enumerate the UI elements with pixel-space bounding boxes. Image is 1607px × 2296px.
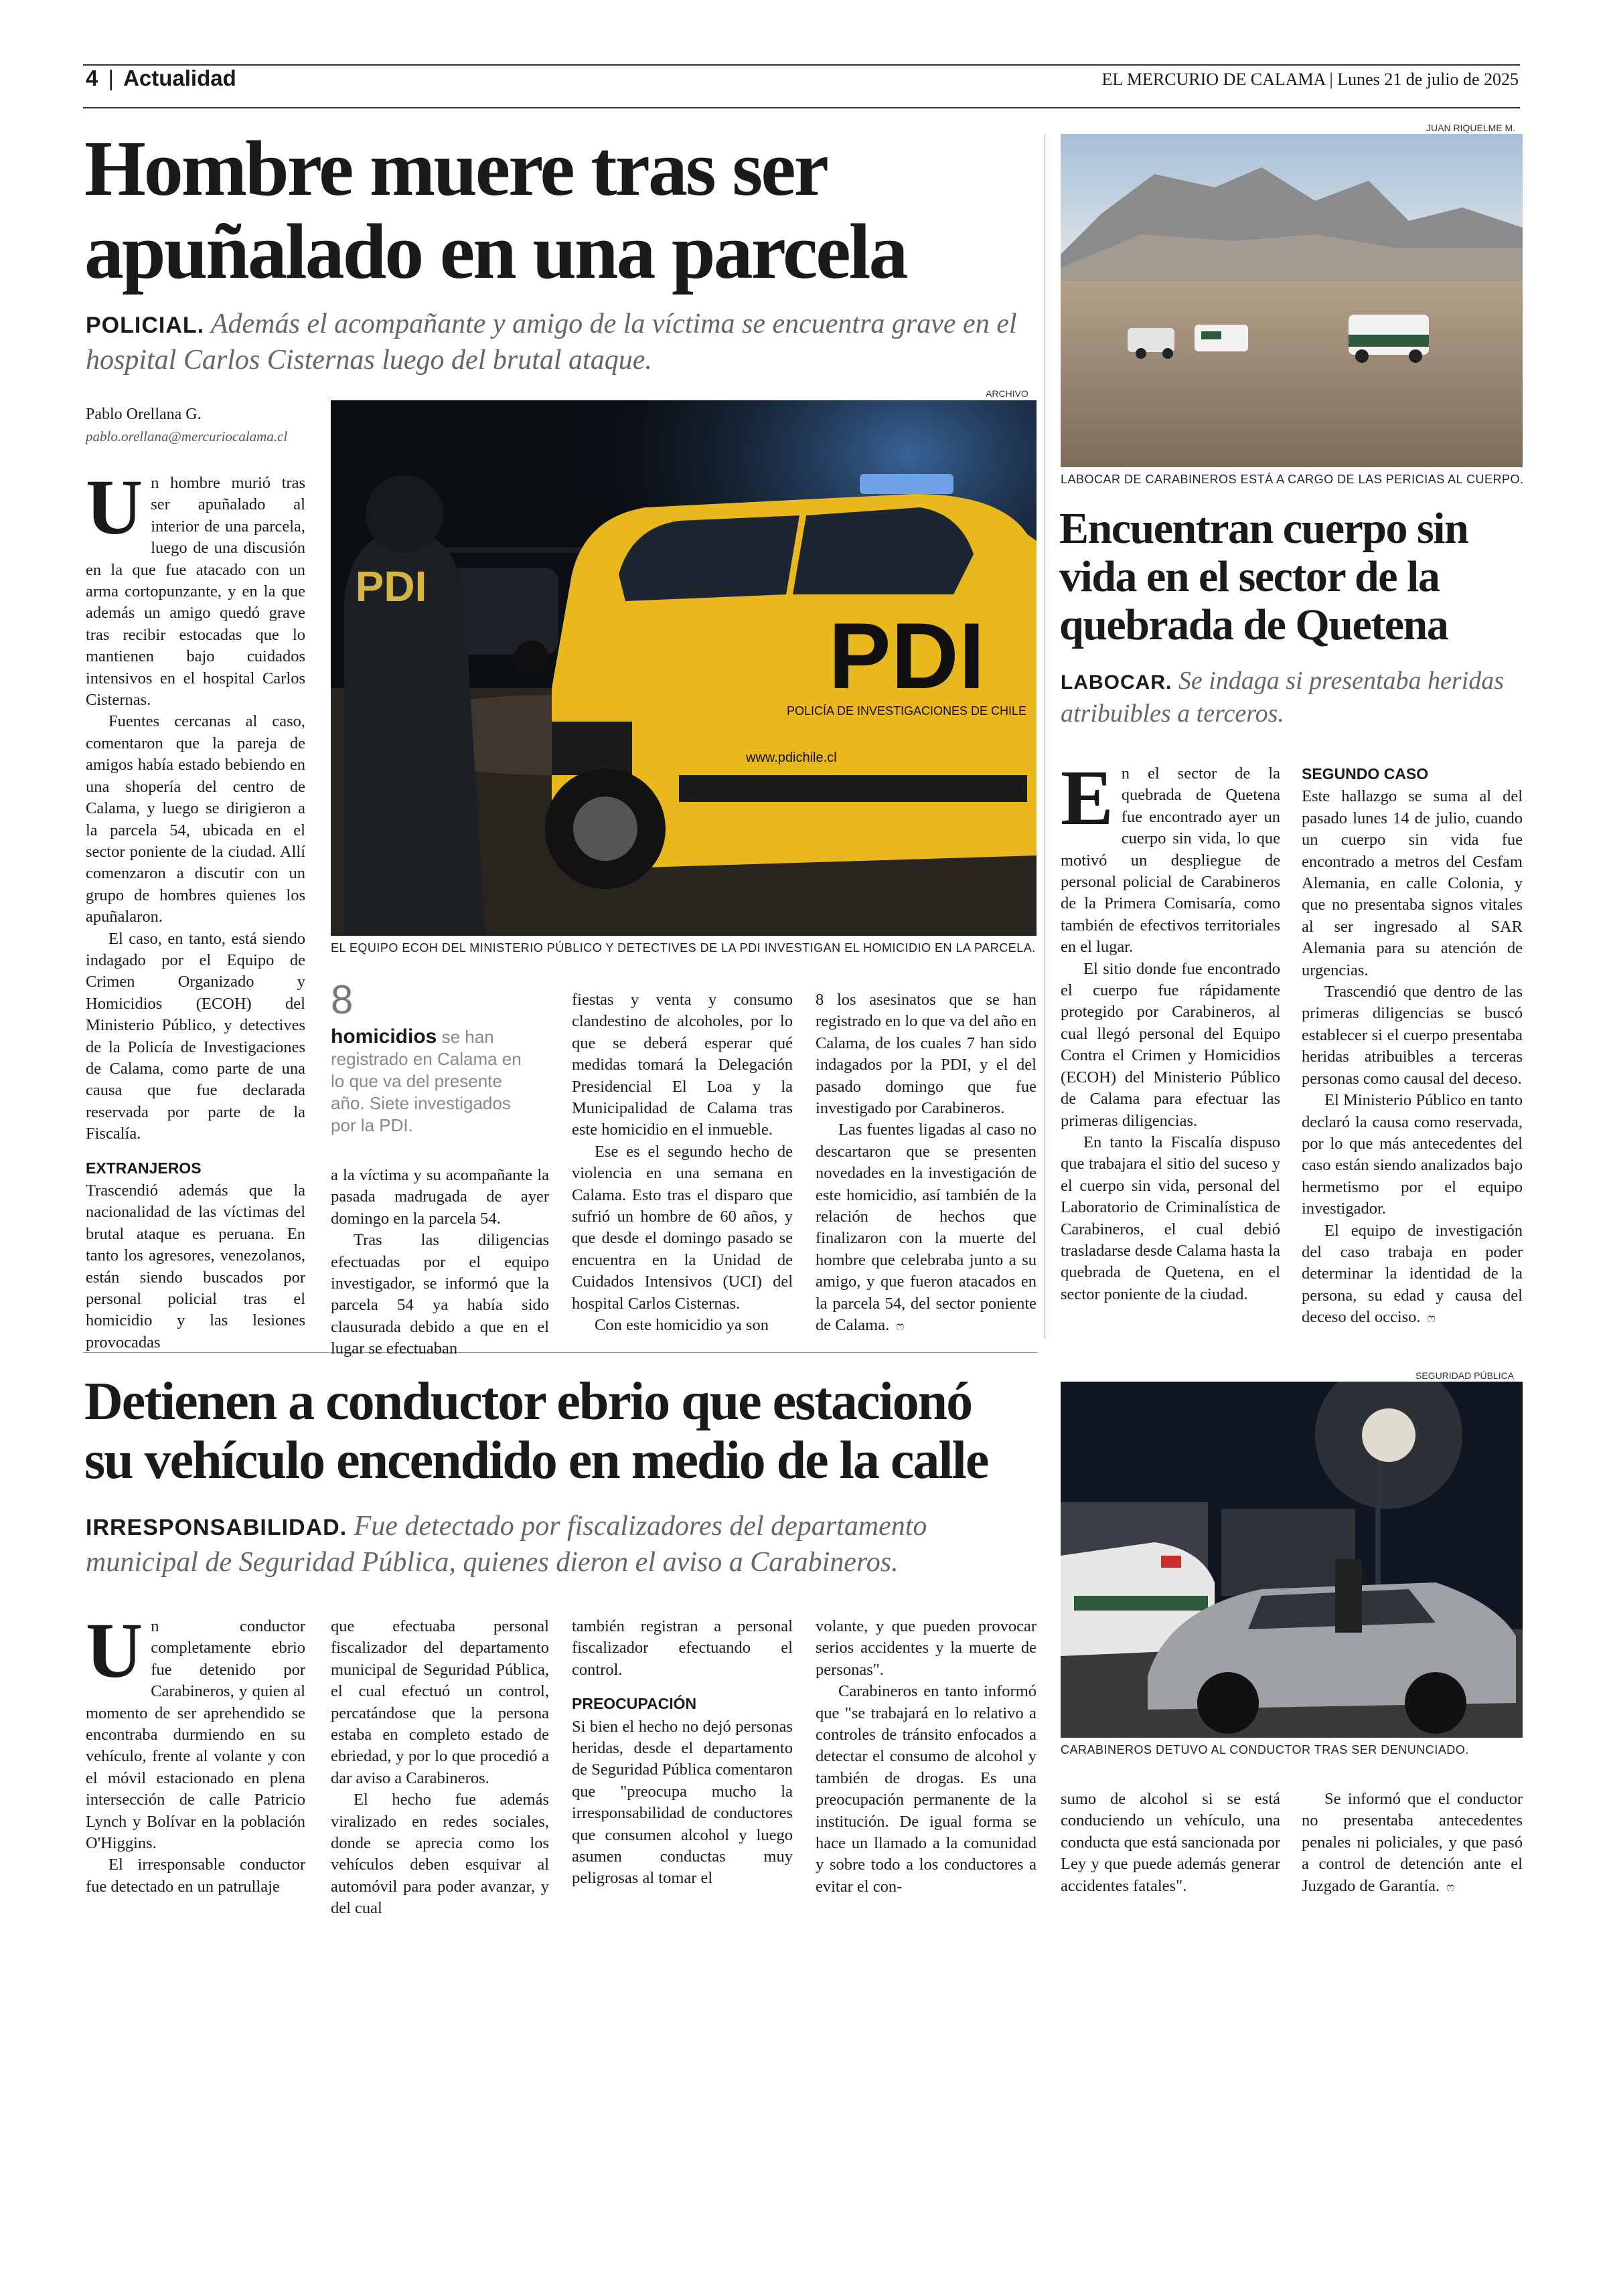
story3-column-4 — [816, 1616, 1037, 1898]
subhead: PREOCUPACIÓN — [572, 1695, 697, 1713]
end-mark-icon: ෆ — [896, 1319, 905, 1334]
paragraph: Trascendió que dentro de las primeras diligencias se buscó establecer si el cuerpo presentaba heridas atribuibles a terceras personas como causal del deceso. — [1302, 983, 1523, 1088]
photo-credit: SEGURIDAD PÚBLICA — [1415, 1370, 1515, 1381]
vehicle-web-text: www.pdichile.cl — [746, 750, 837, 765]
issue-date: Lunes 21 de julio de 2025 — [1337, 70, 1519, 89]
paragraph: n el sector de la quebrada de Quetena fue encontrado ayer un cuerpo sin vida, lo que motivó un despliegue de personal policial de Carabineros de la Primera Comisaría, como también de efectivos territoriales en el lugar. — [1061, 764, 1280, 957]
paragraph: El irresponsable conductor fue detectado en un patrullaje — [86, 1856, 305, 1896]
photo-credit: ARCHIVO — [986, 388, 1028, 399]
story2-deck — [1061, 665, 1516, 729]
end-mark-icon: ෆ — [1427, 1311, 1436, 1326]
deck-text: Se indaga si presentaba heridas atribuibles a terceros. — [1061, 667, 1505, 728]
stat-text: se han registrado en Calama en lo que va del presente año. Siete investigados por la PDI. — [331, 1027, 522, 1135]
photo-caption: EL EQUIPO ECOH DEL MINISTERIO PÚBLICO Y DETECTIVES DE LA PDI INVESTIGAN EL HOMICIDIO EN LA PARCELA. — [331, 941, 1036, 955]
photo-caption: CARABINEROS DETUVO AL CONDUCTOR TRAS SER DENUNCIADO. — [1061, 1743, 1469, 1756]
paragraph: El sitio donde fue encontrado el cuerpo fue rápidamente protegido por Carabineros, al cual llegó personal del Equipo Contra el Crimen y Homicidios (ECOH) del Ministerio Público de Calama para efectuar las primeras diligencias. — [1061, 959, 1280, 1130]
story1-column-3 — [572, 989, 793, 1337]
deck-text: Fue detectado por fiscalizadores del departamento municipal de Seguridad Pública, quienes dieron el aviso a Carabineros. — [86, 1511, 927, 1578]
night-street-illustration — [1061, 1382, 1523, 1738]
paragraph: n conductor completamente ebrio fue detenido por Carabineros, y quien al momento de ser aprehendido se encontraba durmiendo en su vehículo, frente al volante y con el móvil estacionado en plena intersección de calle Patricio Lynch y Bolívar en la población O'Higgins. — [86, 1617, 305, 1853]
paragraph: Trascendió además que la nacionalidad de las víctimas del brutal ataque es peruana. En tanto los agresores, venezolanos, están siendo buscados por personal policial tras el homicidio y las lesiones provocadas — [86, 1181, 305, 1351]
headline-line: quebrada de Quetena — [1059, 600, 1448, 649]
paragraph: El hecho fue además viralizado en redes sociales, donde se aprecia como los vehículos deben esquivar al automóvil para poder avanzar, y del cual — [331, 1791, 549, 1918]
paragraph: Con este homicidio ya son — [595, 1316, 769, 1335]
stat-number: 8 — [331, 977, 354, 1022]
car-incident-photo — [1061, 1382, 1523, 1738]
dropcap: U — [86, 1607, 143, 1694]
story3-column-3 — [572, 1616, 793, 1890]
desert-scene-photo — [1061, 134, 1523, 467]
pdi-crime-scene-photo — [331, 400, 1037, 936]
story1-column-2 — [331, 1165, 549, 1360]
paragraph: también registran a personal fiscalizador efectuando el control. — [572, 1617, 793, 1679]
paragraph: Este hallazgo se suma al del pasado lunes 14 de julio, cuando un cuerpo sin vida fue encontrado a metros del Cesfam Alemania, en calle Colonia, y que no presentaba signos vitales al ser ingresado al SAR Alemania para su atención de urgencias. — [1302, 787, 1523, 979]
header-bottom-rule — [83, 107, 1520, 108]
story1-column-4 — [816, 989, 1037, 1338]
paragraph: El equipo de investigación del caso trabaja en poder determinar la identidad de la persona, su edad y causa del deceso del occiso. — [1302, 1221, 1523, 1327]
dropcap: U — [86, 463, 143, 551]
masthead-line — [1102, 70, 1519, 90]
paragraph: 8 los asesinatos que se han registrado en lo que va del año en Calama, de los cuales 7 han sido indagados por la PDI, y el del pasado domingo que fue investigado por Carabineros. — [816, 991, 1037, 1118]
story3-column-5 — [1061, 1789, 1280, 1897]
paragraph: Tras las diligencias efectuadas por el equipo investigador, se informó que la parcela 54 ya había sido clausurada debido a que en el lugar se efectuaban — [331, 1231, 549, 1358]
paragraph: Fuentes cercanas al caso, comentaron que la pareja de amigos había estado bebiendo en una shopería del centro de Calama, y luego se dirigieron a la parcela 54, ubicada en el sector poniente de la ciudad. Allí comenzaron a discutir con un grupo de hombres quienes los apuñalaron. — [86, 712, 305, 926]
headline-line: vida en el sector de la — [1059, 552, 1440, 601]
paragraph: n hombre murió tras ser apuñalado al interior de una parcela, luego de una discusión en la que fue atacado con un arma cortopunzante, y en la que además un amigo quedó grave tras recibir estocadas que lo mantienen bajo cuidados intensivos en el hospital Carlos Cisternas. — [86, 474, 305, 710]
paragraph: volante, y que pueden provocar serios accidentes y la muerte de personas". — [816, 1617, 1037, 1679]
story3-column-1 — [86, 1607, 305, 1898]
deck-text: Además el acompañante y amigo de la víctima se encuentra grave en el hospital Carlos Cisternas luego del brutal ataque. — [86, 309, 1017, 376]
vehicle-sub-text: POLICÍA DE INVESTIGACIONES DE CHILE — [786, 704, 1027, 718]
vest-text: PDI — [355, 562, 427, 610]
header-top-rule — [83, 64, 1520, 66]
headline-line: apuñalado en una parcela — [84, 208, 907, 295]
paragraph: que efectuaba personal fiscalizador del departamento municipal de Seguridad Pública, el cual efectuó un control, percatándose que la persona estaba en completo estado de ebriedad, y por lo que procedió a dar aviso a Carabineros. — [331, 1617, 549, 1787]
story3-headline — [84, 1372, 1049, 1490]
story1-deck — [86, 307, 1037, 378]
stat-box — [331, 977, 538, 1137]
stat-label: homicidios — [331, 1026, 437, 1048]
headline-line: su vehículo encendido en medio de la calle — [84, 1431, 988, 1490]
photo-credit: JUAN RIQUELME M. — [1426, 122, 1516, 133]
paragraph: Carabineros en tanto informó que "se trabajará en lo relativo a controles de tránsito enfocados a detectar el consumo de alcohol y también de drogas. Es una preocupación permanente de la institución. De igual forma se hace un llamado a la comunidad y sobre todo a los conductores a evitar el con- — [816, 1682, 1037, 1896]
paragraph: El Ministerio Público en tanto declaró la causa como reservada, por lo que más antecedentes del caso están siendo analizados bajo hermetismo por el equipo investigador. — [1302, 1091, 1523, 1218]
header-separator: | — [1329, 70, 1338, 89]
vehicle-logo-text: PDI — [828, 603, 985, 708]
byline: Pablo Orellana G. — [86, 406, 202, 423]
subhead: SEGUNDO CASO — [1302, 765, 1429, 783]
headline-line: Hombre muere tras ser — [84, 125, 827, 212]
header-separator: | — [108, 66, 114, 90]
paragraph: En tanto la Fiscalía dispuso que trabajara el sitio del suceso y el cuerpo sin vida, personal del Laboratorio de Criminalística de Carabineros, el cual debió trasladarse desde Calama hasta la quebrada de Quetena, en el sector poniente de la ciudad. — [1061, 1133, 1280, 1303]
desert-illustration — [1061, 134, 1523, 467]
headline-line: Encuentran cuerpo sin — [1059, 504, 1468, 553]
paragraph: Si bien el hecho no dejó personas heridas, desde el departamento de Seguridad Pública comentaron que "preocupa mucho la irresponsabilidad de conductores que consumen alcohol y luego asumen conductas muy peligrosas al tomar el — [572, 1717, 793, 1888]
paragraph: Ese es el segundo hecho de violencia en una semana en Calama. Esto tras el disparo que sufrió un hombre de 60 años, y que desde el domingo pasado se encuentra en la Unidad de Cuidados Intensivos (UCI) del hospital Carlos Cisternas. — [572, 1142, 793, 1313]
end-mark-icon: ෆ — [1446, 1880, 1455, 1894]
page-section-label — [86, 66, 236, 91]
section-name: Actualidad — [123, 66, 236, 90]
paragraph: Las fuentes ligadas al caso no descartaron que se presenten novedades en la investigación de este homicidio, así también de la relación de hechos que finalizaron con la muerte del hombre que celebraba junto a su amigo, y que fueron atacados en la parcela 54, del sector poniente de Calama. — [816, 1121, 1037, 1335]
story3-column-6 — [1302, 1789, 1523, 1898]
paragraph: sumo de alcohol si se está conduciendo un vehículo, una conducta que está sancionada por Ley y que puede además generar accidentes fatales". — [1061, 1790, 1280, 1895]
paragraph: fiestas y venta y consumo clandestino de alcoholes, por lo que se deberá esperar qué medidas tomará la Delegación Presidencial El Loa y la Municipalidad de Calama tras este homicidio en el inmueble. — [572, 991, 793, 1139]
paragraph: Se informó que el conductor no presentaba antecedentes penales ni policiales, y que pasó a control de detención ante el Juzgado de Garantía. — [1302, 1790, 1523, 1895]
story3-column-2 — [331, 1616, 549, 1920]
night-scene-illustration — [331, 400, 1037, 936]
page-number: 4 — [86, 66, 98, 90]
publication-name: EL MERCURIO DE CALAMA — [1101, 70, 1325, 89]
story1-headline — [84, 127, 1022, 293]
subhead: EXTRANJEROS — [86, 1159, 202, 1177]
story2-column-1 — [1061, 754, 1280, 1305]
story3-deck — [86, 1509, 1037, 1580]
story2-column-2 — [1302, 763, 1523, 1330]
kicker: POLICIAL. — [86, 313, 205, 338]
headline-line: Detienen a conductor ebrio que estacionó — [84, 1372, 972, 1431]
photo-caption: LABOCAR DE CARABINEROS ESTÁ A CARGO DE LAS PERICIAS AL CUERPO. — [1061, 473, 1524, 486]
story2-headline — [1059, 505, 1521, 649]
story1-column-1 — [86, 463, 305, 1354]
kicker: IRRESPONSABILIDAD. — [86, 1515, 348, 1540]
paragraph: a la víctima y su acompañante la pasada madrugada de ayer domingo en la parcela 54. — [331, 1166, 549, 1228]
dropcap: E — [1061, 754, 1114, 841]
author-email: pablo.orellana@mercuriocalama.cl — [86, 428, 288, 444]
kicker: LABOCAR. — [1061, 671, 1172, 693]
paragraph: El caso, en tanto, está siendo indagado por el Equipo de Crimen Organizado y Homicidios (ECOH) del Ministerio Público, y detectives de la Policía de Investigaciones de Calama, como parte de una causa que fue declarada reservada por parte de la Fiscalía. — [86, 929, 305, 1143]
